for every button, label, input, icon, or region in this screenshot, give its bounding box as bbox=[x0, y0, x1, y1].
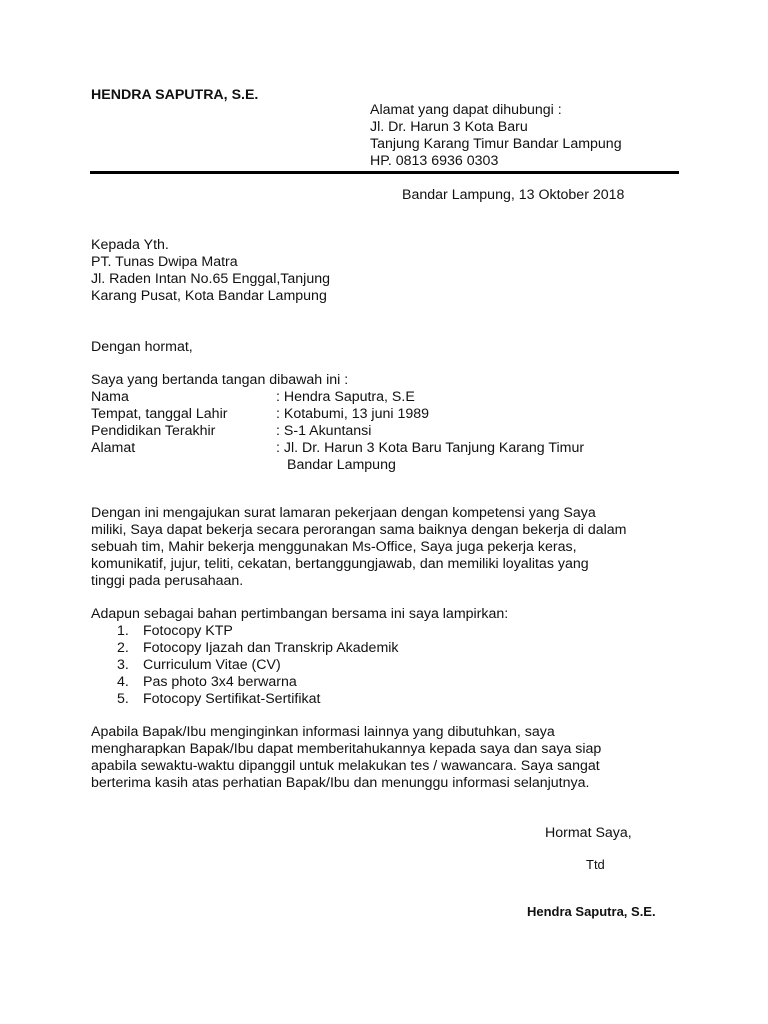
attachment-number: 3. bbox=[117, 657, 129, 673]
paragraph-line: tinggi pada perusahaan. bbox=[91, 573, 244, 589]
paragraph-application bbox=[91, 505, 675, 590]
attachments-intro: Adapun sebagai bahan pertimbangan bersama ini saya lampirkan: bbox=[91, 606, 509, 622]
paragraph-line: Dengan ini mengajukan surat lamaran pekerjaan dengan kompetensi yang Saya bbox=[91, 505, 596, 521]
address-continuation: Bandar Lampung bbox=[287, 457, 396, 473]
sender-address-line1: Jl. Dr. Harun 3 Kota Baru bbox=[370, 119, 528, 135]
header-divider bbox=[90, 171, 679, 174]
sender-name: HENDRA SAPUTRA, S.E. bbox=[91, 87, 259, 103]
paragraph-line: apabila sewaktu-waktu dipanggil untuk melakukan tes / wawancara. Saya sangat bbox=[91, 758, 600, 774]
paragraph-line: mengharapkan Bapak/Ibu dapat memberitahukannya kepada saya dan saya siap bbox=[91, 741, 602, 757]
closing-regards: Hormat Saya, bbox=[545, 825, 632, 841]
greeting: Dengan hormat, bbox=[91, 339, 193, 355]
signatory-name: Hendra Saputra, S.E. bbox=[527, 904, 656, 919]
attachment-text: Fotocopy KTP bbox=[143, 623, 233, 639]
recipient-address-line2: Karang Pusat, Kota Bandar Lampung bbox=[91, 288, 327, 304]
recipient-company: PT. Tunas Dwipa Matra bbox=[91, 254, 238, 270]
attachment-number: 2. bbox=[117, 640, 129, 656]
intro-line: Saya yang bertanda tangan dibawah ini : bbox=[91, 372, 349, 388]
paragraph-line: miliki, Saya dapat bekerja secara perorangan sama baiknya dengan bekerja di dalam bbox=[91, 522, 627, 538]
attachment-number: 1. bbox=[117, 623, 129, 639]
detail-label: Tempat, tanggal Lahir bbox=[91, 406, 228, 422]
attachment-text: Pas photo 3x4 berwarna bbox=[143, 674, 297, 690]
paragraph-line: berterima kasih atas perhatian Bapak/Ibu dan menunggu informasi selanjutnya. bbox=[91, 775, 590, 791]
attachment-text: Curriculum Vitae (CV) bbox=[143, 657, 281, 673]
detail-value: : Jl. Dr. Harun 3 Kota Baru Tanjung Karang Timur bbox=[276, 440, 585, 456]
paragraph-closing bbox=[91, 724, 675, 792]
attachment-number: 5. bbox=[117, 691, 129, 707]
recipient-salutation: Kepada Yth. bbox=[91, 237, 169, 253]
detail-label: Alamat bbox=[91, 440, 136, 456]
detail-value: : Hendra Saputra, S.E bbox=[276, 389, 415, 405]
attachment-text: Fotocopy Ijazah dan Transkrip Akademik bbox=[143, 640, 399, 656]
paragraph-line: Apabila Bapak/Ibu menginginkan informasi lainnya yang dibutuhkan, saya bbox=[91, 724, 555, 740]
contact-title: Alamat yang dapat dihubungi : bbox=[370, 102, 562, 118]
signature-ttd: Ttd bbox=[586, 857, 605, 872]
detail-label: Nama bbox=[91, 389, 129, 405]
paragraph-line: komunikatif, jujur, teliti, cekatan, bertanggungjawab, dan memiliki loyalitas yang bbox=[91, 556, 589, 572]
attachment-number: 4. bbox=[117, 674, 129, 690]
sender-address-line2: Tanjung Karang Timur Bandar Lampung bbox=[370, 136, 622, 152]
recipient-address-line1: Jl. Raden Intan No.65 Enggal,Tanjung bbox=[91, 271, 330, 287]
detail-label: Pendidikan Terakhir bbox=[91, 423, 216, 439]
place-date: Bandar Lampung, 13 Oktober 2018 bbox=[402, 187, 625, 203]
attachment-text: Fotocopy Sertifikat-Sertifikat bbox=[143, 691, 321, 707]
detail-value: : S-1 Akuntansi bbox=[276, 423, 372, 439]
detail-value: : Kotabumi, 13 juni 1989 bbox=[276, 406, 430, 422]
paragraph-line: sebuah tim, Mahir bekerja menggunakan Ms-Office, Saya juga pekerja keras, bbox=[91, 539, 577, 555]
sender-phone: HP. 0813 6936 0303 bbox=[370, 153, 499, 169]
